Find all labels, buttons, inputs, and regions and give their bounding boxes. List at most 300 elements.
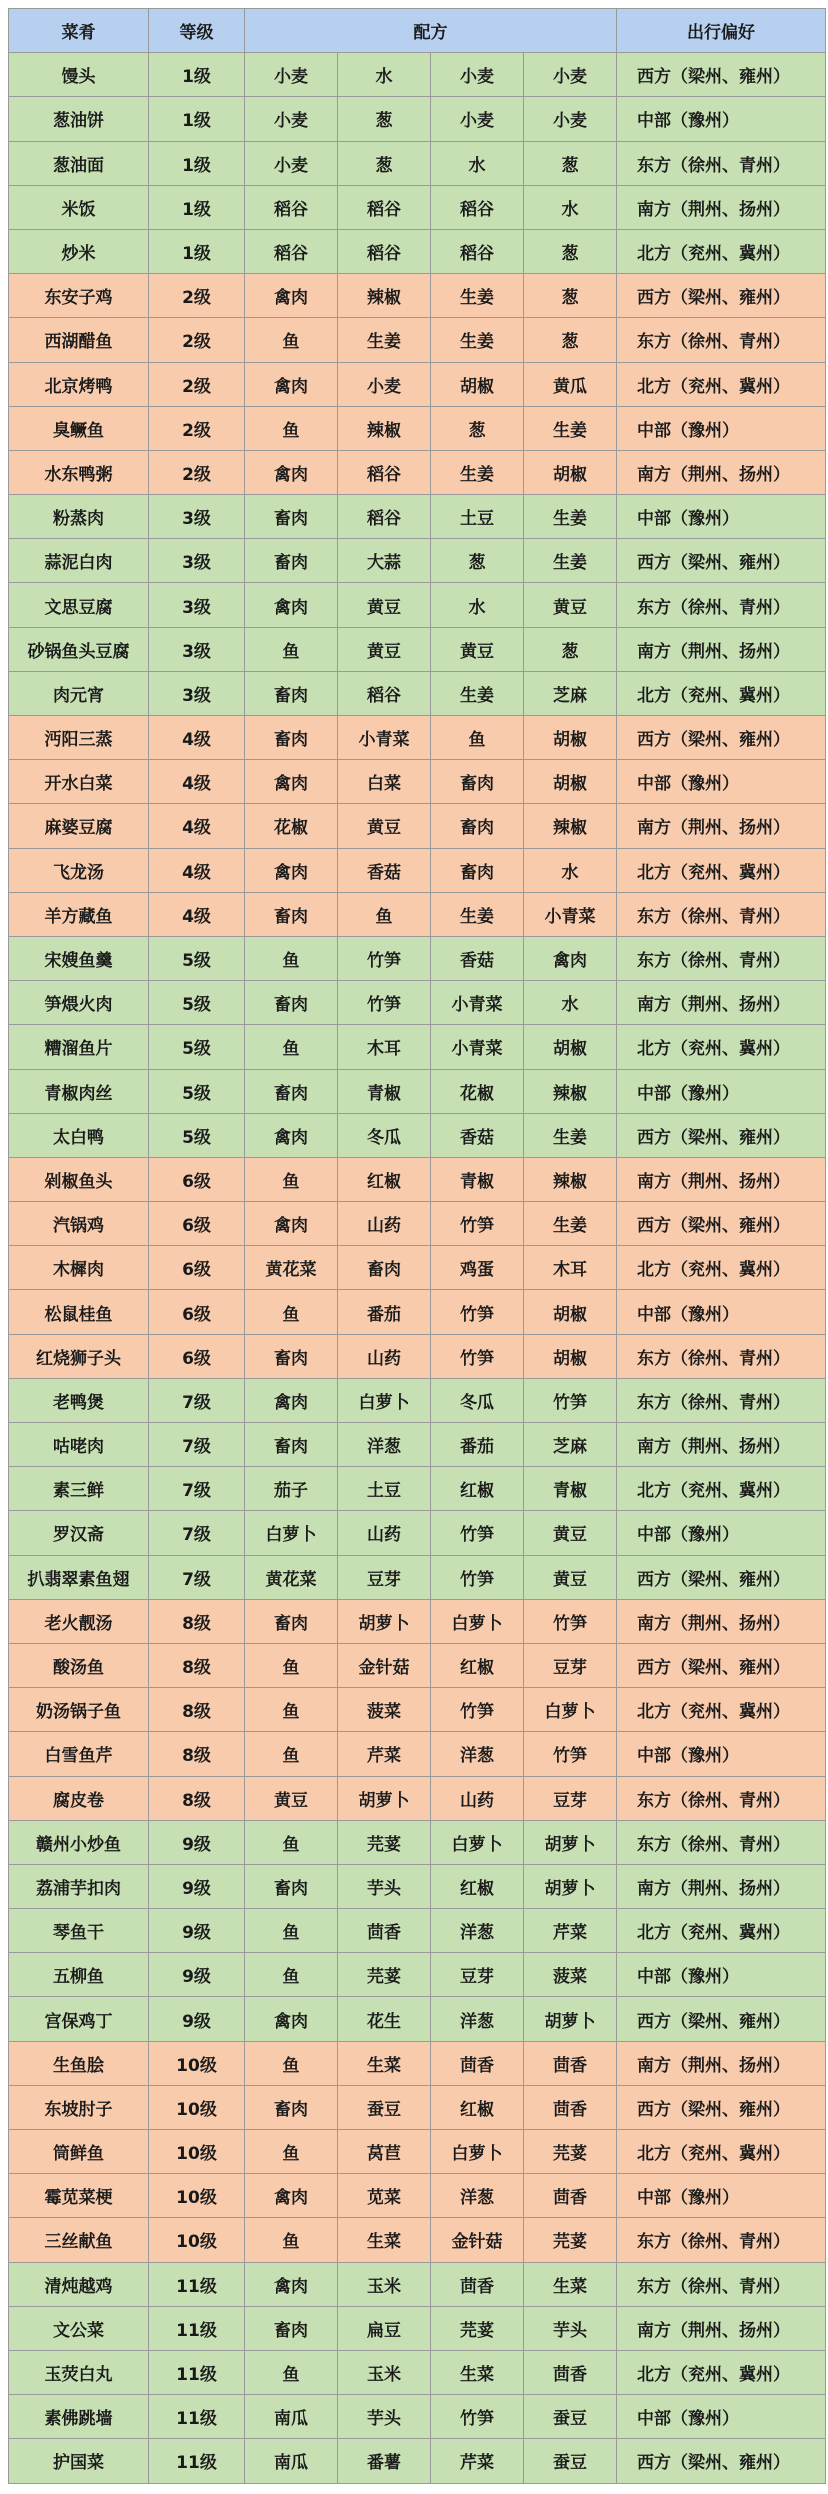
ingredient-cell: 洋葱: [431, 1997, 524, 2041]
dish-name-cell: 筒鲜鱼: [9, 2130, 149, 2174]
region-cell: 西方（梁州、雍州）: [617, 2439, 826, 2483]
region-cell: 南方（荆州、扬州）: [617, 451, 826, 495]
dish-name-cell: 白雪鱼芹: [9, 1732, 149, 1776]
ingredient-cell: 葱: [338, 142, 431, 186]
ingredient-cell: 禽肉: [245, 849, 338, 893]
ingredient-cell: 水: [524, 849, 617, 893]
dish-name-cell: 酸汤鱼: [9, 1644, 149, 1688]
region-cell: 南方（荆州、扬州）: [617, 804, 826, 848]
dish-name-cell: 咕咾肉: [9, 1423, 149, 1467]
level-cell: 8级: [149, 1600, 245, 1644]
ingredient-cell: 生姜: [431, 893, 524, 937]
ingredient-cell: 水: [338, 53, 431, 97]
ingredient-cell: 禽肉: [245, 1114, 338, 1158]
ingredient-cell: 畜肉: [245, 2307, 338, 2351]
ingredient-cell: 山药: [338, 1335, 431, 1379]
ingredient-cell: 黄豆: [524, 1556, 617, 1600]
ingredient-cell: 胡萝卜: [524, 1865, 617, 1909]
ingredient-cell: 生姜: [431, 451, 524, 495]
dish-name-cell: 东坡肘子: [9, 2086, 149, 2130]
level-cell: 7级: [149, 1556, 245, 1600]
dish-name-cell: 腐皮卷: [9, 1777, 149, 1821]
region-cell: 东方（徐州、青州）: [617, 318, 826, 362]
ingredient-cell: 葱: [431, 407, 524, 451]
ingredient-cell: 扁豆: [338, 2307, 431, 2351]
ingredient-cell: 竹笋: [431, 1511, 524, 1555]
ingredient-cell: 辣椒: [338, 274, 431, 318]
level-cell: 1级: [149, 142, 245, 186]
level-cell: 5级: [149, 981, 245, 1025]
ingredient-cell: 胡椒: [524, 1335, 617, 1379]
dish-name-cell: 荔浦芋扣肉: [9, 1865, 149, 1909]
ingredient-cell: 小青菜: [431, 1025, 524, 1069]
ingredient-cell: 芹菜: [431, 2439, 524, 2483]
ingredient-cell: 生姜: [431, 274, 524, 318]
level-cell: 1级: [149, 230, 245, 274]
ingredient-cell: 白萝卜: [338, 1379, 431, 1423]
ingredient-cell: 禽肉: [245, 1379, 338, 1423]
ingredient-cell: 小麦: [431, 97, 524, 141]
ingredient-cell: 白萝卜: [245, 1511, 338, 1555]
ingredient-cell: 稻谷: [338, 230, 431, 274]
level-cell: 8级: [149, 1644, 245, 1688]
ingredient-cell: 鱼: [245, 318, 338, 362]
region-cell: 西方（梁州、雍州）: [617, 539, 826, 583]
level-cell: 10级: [149, 2086, 245, 2130]
dish-name-cell: 木樨肉: [9, 1246, 149, 1290]
ingredient-cell: 花生: [338, 1997, 431, 2041]
dish-name-cell: 葱油饼: [9, 97, 149, 141]
ingredient-cell: 葱: [524, 142, 617, 186]
ingredient-cell: 玉米: [338, 2263, 431, 2307]
region-cell: 东方（徐州、青州）: [617, 1335, 826, 1379]
ingredient-cell: 畜肉: [245, 893, 338, 937]
level-cell: 6级: [149, 1158, 245, 1202]
ingredient-cell: 畜肉: [431, 849, 524, 893]
ingredient-cell: 生姜: [338, 318, 431, 362]
ingredient-cell: 稻谷: [338, 495, 431, 539]
level-cell: 11级: [149, 2351, 245, 2395]
region-cell: 南方（荆州、扬州）: [617, 1865, 826, 1909]
dish-name-cell: 西湖醋鱼: [9, 318, 149, 362]
ingredient-cell: 白菜: [338, 760, 431, 804]
dish-name-cell: 砂锅鱼头豆腐: [9, 628, 149, 672]
ingredient-cell: 青椒: [524, 1467, 617, 1511]
ingredient-cell: 鱼: [245, 1909, 338, 1953]
region-cell: 西方（梁州、雍州）: [617, 53, 826, 97]
ingredient-cell: 白萝卜: [431, 1600, 524, 1644]
ingredient-cell: 蚕豆: [524, 2439, 617, 2483]
ingredient-cell: 禽肉: [245, 274, 338, 318]
ingredient-cell: 芋头: [338, 1865, 431, 1909]
ingredient-cell: 芫荽: [338, 1821, 431, 1865]
region-cell: 东方（徐州、青州）: [617, 2263, 826, 2307]
ingredient-cell: 小青菜: [431, 981, 524, 1025]
region-cell: 北方（兖州、冀州）: [617, 1025, 826, 1069]
ingredient-cell: 鱼: [245, 1644, 338, 1688]
ingredient-cell: 洋葱: [431, 1732, 524, 1776]
ingredient-cell: 禽肉: [245, 363, 338, 407]
ingredient-cell: 黄豆: [338, 583, 431, 627]
ingredient-cell: 花椒: [431, 1070, 524, 1114]
level-cell: 3级: [149, 539, 245, 583]
dish-name-cell: 清炖越鸡: [9, 2263, 149, 2307]
ingredient-cell: 小麦: [245, 53, 338, 97]
region-cell: 北方（兖州、冀州）: [617, 672, 826, 716]
region-cell: 南方（荆州、扬州）: [617, 1600, 826, 1644]
ingredient-cell: 禽肉: [245, 1202, 338, 1246]
ingredient-cell: 鱼: [245, 2351, 338, 2395]
level-cell: 6级: [149, 1202, 245, 1246]
dish-name-cell: 护国菜: [9, 2439, 149, 2483]
region-cell: 南方（荆州、扬州）: [617, 2307, 826, 2351]
ingredient-cell: 莴苣: [338, 2130, 431, 2174]
dish-name-cell: 葱油面: [9, 142, 149, 186]
level-cell: 9级: [149, 1865, 245, 1909]
level-cell: 4级: [149, 893, 245, 937]
ingredient-cell: 蚕豆: [338, 2086, 431, 2130]
header-recipe: 配方: [245, 9, 617, 53]
ingredient-cell: 鱼: [245, 2218, 338, 2262]
region-cell: 南方（荆州、扬州）: [617, 1158, 826, 1202]
ingredient-cell: 畜肉: [245, 1070, 338, 1114]
dish-name-cell: 琴鱼干: [9, 1909, 149, 1953]
region-cell: 中部（豫州）: [617, 760, 826, 804]
ingredient-cell: 小麦: [338, 363, 431, 407]
ingredient-cell: 禽肉: [245, 451, 338, 495]
ingredient-cell: 红椒: [431, 2086, 524, 2130]
ingredient-cell: 芝麻: [524, 1423, 617, 1467]
ingredient-cell: 冬瓜: [431, 1379, 524, 1423]
ingredient-cell: 金针菇: [338, 1644, 431, 1688]
ingredient-cell: 芋头: [524, 2307, 617, 2351]
dish-name-cell: 文思豆腐: [9, 583, 149, 627]
dish-name-cell: 水东鸭粥: [9, 451, 149, 495]
region-cell: 北方（兖州、冀州）: [617, 2351, 826, 2395]
level-cell: 5级: [149, 1114, 245, 1158]
dish-name-cell: 炒米: [9, 230, 149, 274]
level-cell: 1级: [149, 97, 245, 141]
ingredient-cell: 竹笋: [524, 1600, 617, 1644]
ingredient-cell: 鱼: [245, 628, 338, 672]
level-cell: 3级: [149, 628, 245, 672]
level-cell: 2级: [149, 451, 245, 495]
region-cell: 中部（豫州）: [617, 1070, 826, 1114]
level-cell: 10级: [149, 2218, 245, 2262]
ingredient-cell: 生姜: [431, 318, 524, 362]
ingredient-cell: 红椒: [431, 1865, 524, 1909]
region-cell: 东方（徐州、青州）: [617, 893, 826, 937]
ingredient-cell: 南瓜: [245, 2395, 338, 2439]
ingredient-cell: 木耳: [524, 1246, 617, 1290]
ingredient-cell: 竹笋: [431, 2395, 524, 2439]
ingredient-cell: 畜肉: [431, 804, 524, 848]
ingredient-cell: 红椒: [431, 1644, 524, 1688]
ingredient-cell: 竹笋: [524, 1379, 617, 1423]
ingredient-cell: 生姜: [524, 1114, 617, 1158]
region-cell: 北方（兖州、冀州）: [617, 230, 826, 274]
ingredient-cell: 蚕豆: [524, 2395, 617, 2439]
ingredient-cell: 畜肉: [245, 539, 338, 583]
ingredient-cell: 黄花菜: [245, 1246, 338, 1290]
ingredient-cell: 白萝卜: [431, 2130, 524, 2174]
dish-name-cell: 奶汤锅子鱼: [9, 1688, 149, 1732]
ingredient-cell: 生姜: [524, 539, 617, 583]
ingredient-cell: 鱼: [245, 407, 338, 451]
dish-name-cell: 糟溜鱼片: [9, 1025, 149, 1069]
dish-name-cell: 蒜泥白肉: [9, 539, 149, 583]
level-cell: 9级: [149, 1997, 245, 2041]
dish-name-cell: 开水白菜: [9, 760, 149, 804]
ingredient-cell: 洋葱: [431, 2174, 524, 2218]
ingredient-cell: 鱼: [245, 1688, 338, 1732]
ingredient-cell: 稻谷: [245, 230, 338, 274]
level-cell: 1级: [149, 186, 245, 230]
level-cell: 10级: [149, 2042, 245, 2086]
region-cell: 中部（豫州）: [617, 1732, 826, 1776]
ingredient-cell: 竹笋: [431, 1688, 524, 1732]
level-cell: 7级: [149, 1423, 245, 1467]
ingredient-cell: 黄豆: [338, 804, 431, 848]
region-cell: 东方（徐州、青州）: [617, 937, 826, 981]
level-cell: 5级: [149, 1070, 245, 1114]
ingredient-cell: 冬瓜: [338, 1114, 431, 1158]
ingredient-cell: 畜肉: [245, 981, 338, 1025]
ingredient-cell: 畜肉: [245, 1600, 338, 1644]
ingredient-cell: 胡椒: [524, 716, 617, 760]
level-cell: 7级: [149, 1467, 245, 1511]
dish-name-cell: 馒头: [9, 53, 149, 97]
ingredient-cell: 竹笋: [431, 1202, 524, 1246]
region-cell: 中部（豫州）: [617, 495, 826, 539]
ingredient-cell: 山药: [338, 1511, 431, 1555]
level-cell: 2级: [149, 407, 245, 451]
region-cell: 北方（兖州、冀州）: [617, 849, 826, 893]
ingredient-cell: 黄瓜: [524, 363, 617, 407]
ingredient-cell: 茴香: [431, 2263, 524, 2307]
dish-name-cell: 笋煨火肉: [9, 981, 149, 1025]
ingredient-cell: 南瓜: [245, 2439, 338, 2483]
ingredient-cell: 稻谷: [338, 672, 431, 716]
ingredient-cell: 鱼: [245, 1290, 338, 1334]
region-cell: 南方（荆州、扬州）: [617, 2042, 826, 2086]
ingredient-cell: 畜肉: [245, 2086, 338, 2130]
ingredient-cell: 鱼: [245, 1732, 338, 1776]
header-region: 出行偏好: [617, 9, 826, 53]
ingredient-cell: 芫荽: [524, 2130, 617, 2174]
ingredient-cell: 生菜: [431, 2351, 524, 2395]
ingredient-cell: 生姜: [524, 1202, 617, 1246]
level-cell: 4级: [149, 849, 245, 893]
ingredient-cell: 芋头: [338, 2395, 431, 2439]
ingredient-cell: 畜肉: [245, 1335, 338, 1379]
level-cell: 3级: [149, 672, 245, 716]
level-cell: 2级: [149, 363, 245, 407]
ingredient-cell: 葱: [524, 230, 617, 274]
ingredient-cell: 白萝卜: [524, 1688, 617, 1732]
level-cell: 9级: [149, 1953, 245, 1997]
region-cell: 北方（兖州、冀州）: [617, 1467, 826, 1511]
level-cell: 4级: [149, 804, 245, 848]
ingredient-cell: 小麦: [245, 142, 338, 186]
level-cell: 11级: [149, 2307, 245, 2351]
ingredient-cell: 番薯: [338, 2439, 431, 2483]
region-cell: 西方（梁州、雍州）: [617, 2086, 826, 2130]
dish-name-cell: 飞龙汤: [9, 849, 149, 893]
dish-name-cell: 三丝献鱼: [9, 2218, 149, 2262]
ingredient-cell: 黄豆: [431, 628, 524, 672]
level-cell: 11级: [149, 2263, 245, 2307]
dish-name-cell: 青椒肉丝: [9, 1070, 149, 1114]
ingredient-cell: 山药: [338, 1202, 431, 1246]
ingredient-cell: 茴香: [431, 2042, 524, 2086]
dish-name-cell: 生鱼脍: [9, 2042, 149, 2086]
dish-name-cell: 玉荧白丸: [9, 2351, 149, 2395]
ingredient-cell: 芫荽: [524, 2218, 617, 2262]
ingredient-cell: 茄子: [245, 1467, 338, 1511]
dish-name-cell: 羊方藏鱼: [9, 893, 149, 937]
region-cell: 南方（荆州、扬州）: [617, 1423, 826, 1467]
dish-name-cell: 粉蒸肉: [9, 495, 149, 539]
ingredient-cell: 胡椒: [524, 1025, 617, 1069]
ingredient-cell: 白萝卜: [431, 1821, 524, 1865]
dish-name-cell: 臭鳜鱼: [9, 407, 149, 451]
ingredient-cell: 苋菜: [338, 2174, 431, 2218]
dish-name-cell: 老火靓汤: [9, 1600, 149, 1644]
dish-name-cell: 霉苋菜梗: [9, 2174, 149, 2218]
dish-name-cell: 宫保鸡丁: [9, 1997, 149, 2041]
ingredient-cell: 胡萝卜: [338, 1600, 431, 1644]
region-cell: 东方（徐州、青州）: [617, 1821, 826, 1865]
ingredient-cell: 葱: [524, 628, 617, 672]
level-cell: 4级: [149, 760, 245, 804]
region-cell: 西方（梁州、雍州）: [617, 1997, 826, 2041]
region-cell: 中部（豫州）: [617, 97, 826, 141]
level-cell: 9级: [149, 1821, 245, 1865]
dish-name-cell: 素三鲜: [9, 1467, 149, 1511]
ingredient-cell: 生菜: [338, 2042, 431, 2086]
level-cell: 6级: [149, 1290, 245, 1334]
region-cell: 中部（豫州）: [617, 2174, 826, 2218]
level-cell: 2级: [149, 318, 245, 362]
ingredient-cell: 胡萝卜: [524, 1821, 617, 1865]
ingredient-cell: 小麦: [524, 53, 617, 97]
ingredient-cell: 黄豆: [524, 583, 617, 627]
ingredient-cell: 竹笋: [338, 937, 431, 981]
ingredient-cell: 黄豆: [245, 1777, 338, 1821]
ingredient-cell: 青椒: [431, 1158, 524, 1202]
region-cell: 西方（梁州、雍州）: [617, 716, 826, 760]
level-cell: 11级: [149, 2395, 245, 2439]
ingredient-cell: 土豆: [431, 495, 524, 539]
ingredient-cell: 禽肉: [245, 760, 338, 804]
region-cell: 中部（豫州）: [617, 2395, 826, 2439]
ingredient-cell: 花椒: [245, 804, 338, 848]
ingredient-cell: 小麦: [245, 97, 338, 141]
ingredient-cell: 生姜: [431, 672, 524, 716]
ingredient-cell: 生姜: [524, 407, 617, 451]
region-cell: 北方（兖州、冀州）: [617, 1688, 826, 1732]
ingredient-cell: 稻谷: [338, 451, 431, 495]
ingredient-cell: 葱: [338, 97, 431, 141]
dish-name-cell: 沔阳三蒸: [9, 716, 149, 760]
ingredient-cell: 鱼: [338, 893, 431, 937]
ingredient-cell: 小青菜: [524, 893, 617, 937]
level-cell: 5级: [149, 937, 245, 981]
ingredient-cell: 洋葱: [338, 1423, 431, 1467]
level-cell: 11级: [149, 2439, 245, 2483]
region-cell: 北方（兖州、冀州）: [617, 363, 826, 407]
ingredient-cell: 稻谷: [431, 230, 524, 274]
ingredient-cell: 胡椒: [524, 760, 617, 804]
level-cell: 10级: [149, 2130, 245, 2174]
region-cell: 东方（徐州、青州）: [617, 583, 826, 627]
ingredient-cell: 玉米: [338, 2351, 431, 2395]
ingredient-cell: 茴香: [524, 2042, 617, 2086]
ingredient-cell: 胡椒: [524, 1290, 617, 1334]
ingredient-cell: 禽肉: [245, 583, 338, 627]
ingredient-cell: 芹菜: [338, 1732, 431, 1776]
level-cell: 5级: [149, 1025, 245, 1069]
ingredient-cell: 葱: [524, 274, 617, 318]
region-cell: 南方（荆州、扬州）: [617, 186, 826, 230]
ingredient-cell: 菠菜: [524, 1953, 617, 1997]
region-cell: 中部（豫州）: [617, 1290, 826, 1334]
region-cell: 西方（梁州、雍州）: [617, 1644, 826, 1688]
ingredient-cell: 黄豆: [524, 1511, 617, 1555]
ingredient-cell: 黄豆: [338, 628, 431, 672]
ingredient-cell: 香菇: [338, 849, 431, 893]
level-cell: 3级: [149, 495, 245, 539]
header-dish: 菜肴: [9, 9, 149, 53]
dish-recipe-table: [8, 8, 826, 2484]
ingredient-cell: 香菇: [431, 1114, 524, 1158]
level-cell: 9级: [149, 1909, 245, 1953]
region-cell: 中部（豫州）: [617, 1511, 826, 1555]
level-cell: 6级: [149, 1246, 245, 1290]
level-cell: 3级: [149, 583, 245, 627]
dish-name-cell: 罗汉斋: [9, 1511, 149, 1555]
ingredient-cell: 畜肉: [245, 1423, 338, 1467]
ingredient-cell: 鱼: [431, 716, 524, 760]
ingredient-cell: 小麦: [431, 53, 524, 97]
ingredient-cell: 水: [431, 583, 524, 627]
region-cell: 北方（兖州、冀州）: [617, 1909, 826, 1953]
level-cell: 10级: [149, 2174, 245, 2218]
ingredient-cell: 辣椒: [338, 407, 431, 451]
ingredient-cell: 畜肉: [338, 1246, 431, 1290]
ingredient-cell: 水: [524, 981, 617, 1025]
dish-name-cell: 宋嫂鱼羹: [9, 937, 149, 981]
ingredient-cell: 禽肉: [245, 1997, 338, 2041]
region-cell: 中部（豫州）: [617, 407, 826, 451]
ingredient-cell: 辣椒: [524, 804, 617, 848]
dish-name-cell: 红烧狮子头: [9, 1335, 149, 1379]
dish-name-cell: 麻婆豆腐: [9, 804, 149, 848]
ingredient-cell: 芫荽: [338, 1953, 431, 1997]
ingredient-cell: 畜肉: [245, 1865, 338, 1909]
ingredient-cell: 菠菜: [338, 1688, 431, 1732]
ingredient-cell: 辣椒: [524, 1070, 617, 1114]
region-cell: 东方（徐州、青州）: [617, 142, 826, 186]
ingredient-cell: 茴香: [524, 2086, 617, 2130]
ingredient-cell: 洋葱: [431, 1909, 524, 1953]
dish-name-cell: 太白鸭: [9, 1114, 149, 1158]
ingredient-cell: 禽肉: [245, 2174, 338, 2218]
ingredient-cell: 水: [524, 186, 617, 230]
dish-name-cell: 剁椒鱼头: [9, 1158, 149, 1202]
ingredient-cell: 芝麻: [524, 672, 617, 716]
